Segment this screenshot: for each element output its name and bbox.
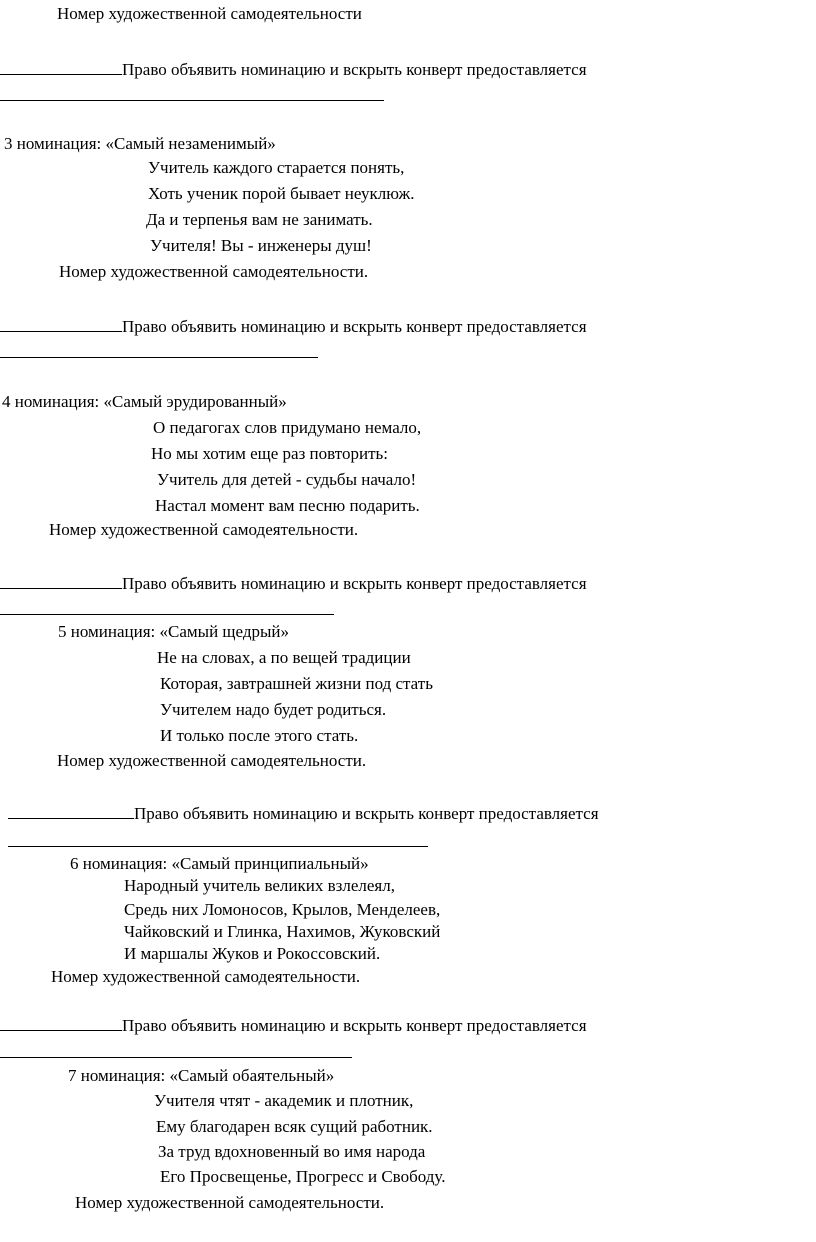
- poem-line: О педагогах слов придумано немало,: [153, 418, 422, 437]
- nomination-title: 3 номинация: «Самый незаменимый»: [4, 134, 276, 153]
- nomination-title: 7 номинация: «Самый обаятельный»: [68, 1066, 335, 1085]
- performance-line: Номер художественной самодеятельности.: [49, 520, 359, 539]
- poem-line: Учителем надо будет родиться.: [160, 700, 387, 719]
- poem-line: Которая, завтрашней жизни под стать: [160, 674, 433, 693]
- poem-line: И только после этого стать.: [160, 726, 359, 745]
- performance-line: Номер художественной самодеятельности: [57, 4, 362, 23]
- performance-line: Номер художественной самодеятельности.: [51, 967, 361, 986]
- poem-line: Учителя чтят - академик и плотник,: [154, 1091, 414, 1110]
- poem-line: Настал момент вам песню подарить.: [155, 496, 420, 515]
- poem-line: Не на словах, а по вещей традиции: [157, 648, 411, 667]
- performance-line: Номер художественной самодеятельности.: [57, 751, 367, 770]
- nomination-title: 6 номинация: «Самый принципиальный»: [70, 854, 369, 873]
- poem-line: Учитель каждого старается понять,: [148, 158, 405, 177]
- poem-line: Средь них Ломоносов, Крылов, Менделеев,: [124, 900, 441, 919]
- poem-line: И маршалы Жуков и Рокоссовский.: [124, 944, 381, 963]
- poem-line: Его Просвещенье, Прогресс и Свободу.: [160, 1167, 446, 1186]
- underline-blank: [0, 1057, 352, 1058]
- announcement-line: Право объявить номинацию и вскрыть конверт предоставляется: [0, 1014, 587, 1036]
- performance-line: Номер художественной самодеятельности.: [75, 1193, 385, 1212]
- announcement-line: Право объявить номинацию и вскрыть конверт предоставляется: [8, 802, 599, 824]
- performance-line: Номер художественной самодеятельности.: [59, 262, 369, 281]
- underline-blank: [0, 614, 334, 615]
- poem-line: Ему благодарен всяк сущий работник.: [156, 1117, 433, 1136]
- blank-field: [0, 58, 122, 75]
- underline-blank: [8, 846, 428, 847]
- underline-blank: [0, 100, 384, 101]
- poem-line: Учитель для детей - судьбы начало!: [157, 470, 417, 489]
- blank-field: [0, 315, 122, 332]
- blank-field: [0, 572, 122, 589]
- poem-line: Учителя! Вы - инженеры душ!: [150, 236, 372, 255]
- blank-field: [0, 1014, 122, 1031]
- poem-line: За труд вдохновенный во имя народа: [158, 1142, 426, 1161]
- announcement-line: Право объявить номинацию и вскрыть конверт предоставляется: [0, 58, 587, 80]
- announcement-line: Право объявить номинацию и вскрыть конверт предоставляется: [0, 572, 587, 594]
- poem-line: Чайковский и Глинка, Нахимов, Жуковский: [124, 922, 441, 941]
- nomination-title: 4 номинация: «Самый эрудированный»: [2, 392, 287, 411]
- blank-field: [8, 802, 134, 819]
- poem-line: Да и терпенья вам не занимать.: [146, 210, 373, 229]
- poem-line: Народный учитель великих взлелеял,: [124, 876, 395, 895]
- nomination-title: 5 номинация: «Самый щедрый»: [58, 622, 290, 641]
- poem-line: Но мы хотим еще раз повторить:: [151, 444, 388, 463]
- poem-line: Хоть ученик порой бывает неуклюж.: [148, 184, 415, 203]
- announcement-line: Право объявить номинацию и вскрыть конверт предоставляется: [0, 315, 587, 337]
- underline-blank: [0, 357, 318, 358]
